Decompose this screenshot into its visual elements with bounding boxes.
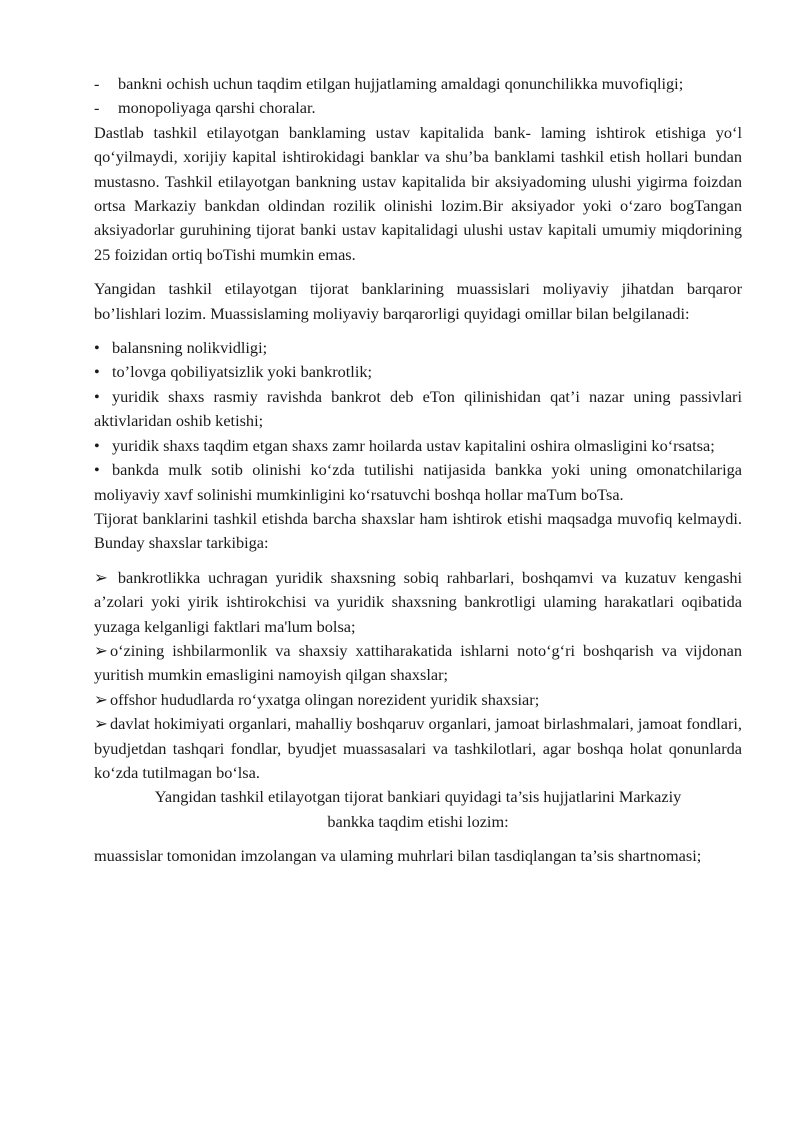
bullet-item-text: yuridik shaxs rasmiy ravishda bankrot deb eTon qilinishidan qat’i nazar uning passivlari aktivlaridan oshib ketishi; bbox=[94, 386, 742, 431]
bullet-list-item bbox=[94, 360, 742, 384]
bullet-list-item bbox=[94, 385, 742, 434]
paragraph-founders-stability: Yangidan tashkil etilayotgan tijorat banklarining muassislari moliyaviy jihatdan barqaror bo’lishlari lozim. Muassislaming moliyaviy barqarorligi quyidagi omillar bilan belgilanadi: bbox=[94, 279, 742, 323]
bullet-list bbox=[94, 336, 742, 507]
bullet-item-text: to’lovga qobiliyatsizlik yoki bankrotlik; bbox=[112, 362, 373, 382]
centered-heading-line: Yangidan tashkil etilayotgan tijorat bankiari quyidagi ta’sis hujjatlarini Markaziy bbox=[154, 787, 682, 807]
dash-list-item bbox=[94, 72, 742, 96]
dash-marker: - bbox=[94, 74, 100, 93]
bullet-item-text: balansning nolikvidligi; bbox=[112, 338, 268, 358]
bullet-marker: • bbox=[94, 362, 100, 382]
dash-item-text: bankni ochish uchun taqdim etilgan hujjatlaming amaldagi qonunchilikka muvofiqligi; bbox=[118, 74, 684, 93]
paragraph-charter-capital: Dastlab tashkil etilayotgan banklaming ustav kapitalida bank- laming ishtirok etishiga yo‘l qo‘yilmaydi, xorijiy kapital ishtirokidagi banklar va shu’ba banklami tashkil etish hollari bundan mustasno. Tashkil etilayotgan bankning ustav kapitalida bir aksiyadoming ulushi yigirma foizdan ortsa Markaziy bankdan oldindan rozilik olinishi lozim.Bir aksiyador yoki o‘zaro bogTangan aksiyadorlar guruhining tijorat banki ustav kapitalidagi ulushi ustav kapitali umumiy miqdorining 25 foizidan ortiq boTishi mumkin emas. bbox=[94, 122, 742, 264]
paragraph-founding-agreement: muassislar tomonidan imzolangan va ulaming muhrlari bilan tasdiqlangan ta’sis shartnomasi; bbox=[94, 846, 702, 866]
arrow-list-item bbox=[94, 566, 742, 639]
bullet-marker: • bbox=[94, 435, 100, 455]
dash-list-item bbox=[94, 96, 742, 120]
bullet-item-text: bankda mulk sotib olinishi ko‘zda tutilishi natijasida bankka yoki uning omonatchilariga moliyaviy xavf solinishi mumkinligini ko‘rsatuvchi boshqa hollar maTum boTsa. bbox=[94, 460, 742, 504]
bullet-marker: • bbox=[94, 460, 100, 480]
arrow-marker-icon: ➢ bbox=[94, 714, 108, 734]
dash-item-text: monopoliyaga qarshi choralar. bbox=[118, 98, 316, 118]
bullet-marker: • bbox=[94, 338, 100, 358]
arrow-list bbox=[94, 566, 742, 786]
bullet-list-item bbox=[94, 434, 742, 458]
arrow-list-item bbox=[94, 639, 742, 688]
arrow-item-text: davlat hokimiyati organlari, mahalliy boshqaruv organlari, jamoat birlashmalari, jamoat fondlari, byudjetdan tashqari fondlar, byudjet muassasalari va tashkilotlari, agar boshqa holat qonunlarda ko‘zda tutilmagan bo‘lsa. bbox=[94, 714, 742, 782]
bullet-item-text: yuridik shaxs taqdim etgan shaxs zamr hoilarda ustav kapitalini oshira olmasligini ko‘rsatsa; bbox=[112, 435, 715, 455]
arrow-item-text: o‘zining ishbilarmonlik va shaxsiy xattiharakatida ishlarni noto‘g‘ri boshqarish va vijdonan yuritish mumkin emasligini namoyish qilgan shaxslar; bbox=[94, 640, 742, 685]
bullet-marker: • bbox=[94, 386, 100, 406]
arrow-list-item bbox=[94, 688, 742, 712]
document-page bbox=[94, 72, 742, 869]
bullet-list-item bbox=[94, 336, 742, 360]
arrow-marker-icon: ➢ bbox=[94, 689, 108, 709]
arrow-marker-icon: ➢ bbox=[94, 567, 108, 587]
arrow-marker-icon: ➢ bbox=[94, 640, 108, 660]
bullet-list-item bbox=[94, 458, 742, 507]
paragraph-participants: Tijorat banklarini tashkil etishda barcha shaxslar ham ishtirok etishi maqsadga muvofiq kelmaydi. Bunday shaxslar tarkibiga: bbox=[94, 508, 742, 553]
arrow-item-text: bankrotlikka uchragan yuridik shaxsning sobiq rahbarlari, boshqamvi va kuzatuv kengashi a’zolari yoki yirik ishtirokchisi va yuridik shaxsning bankrotligi ulaming harakatlari oqibatida yuzaga kelganligi faktlari ma'lum bolsa; bbox=[94, 567, 742, 636]
centered-heading-line: bankka taqdim etishi lozim: bbox=[327, 811, 509, 831]
dash-marker: - bbox=[94, 98, 100, 118]
arrow-item-text: offshor hududlarda ro‘yxatga olingan norezident yuridik shaxsiar; bbox=[110, 689, 540, 709]
arrow-list-item bbox=[94, 712, 742, 785]
